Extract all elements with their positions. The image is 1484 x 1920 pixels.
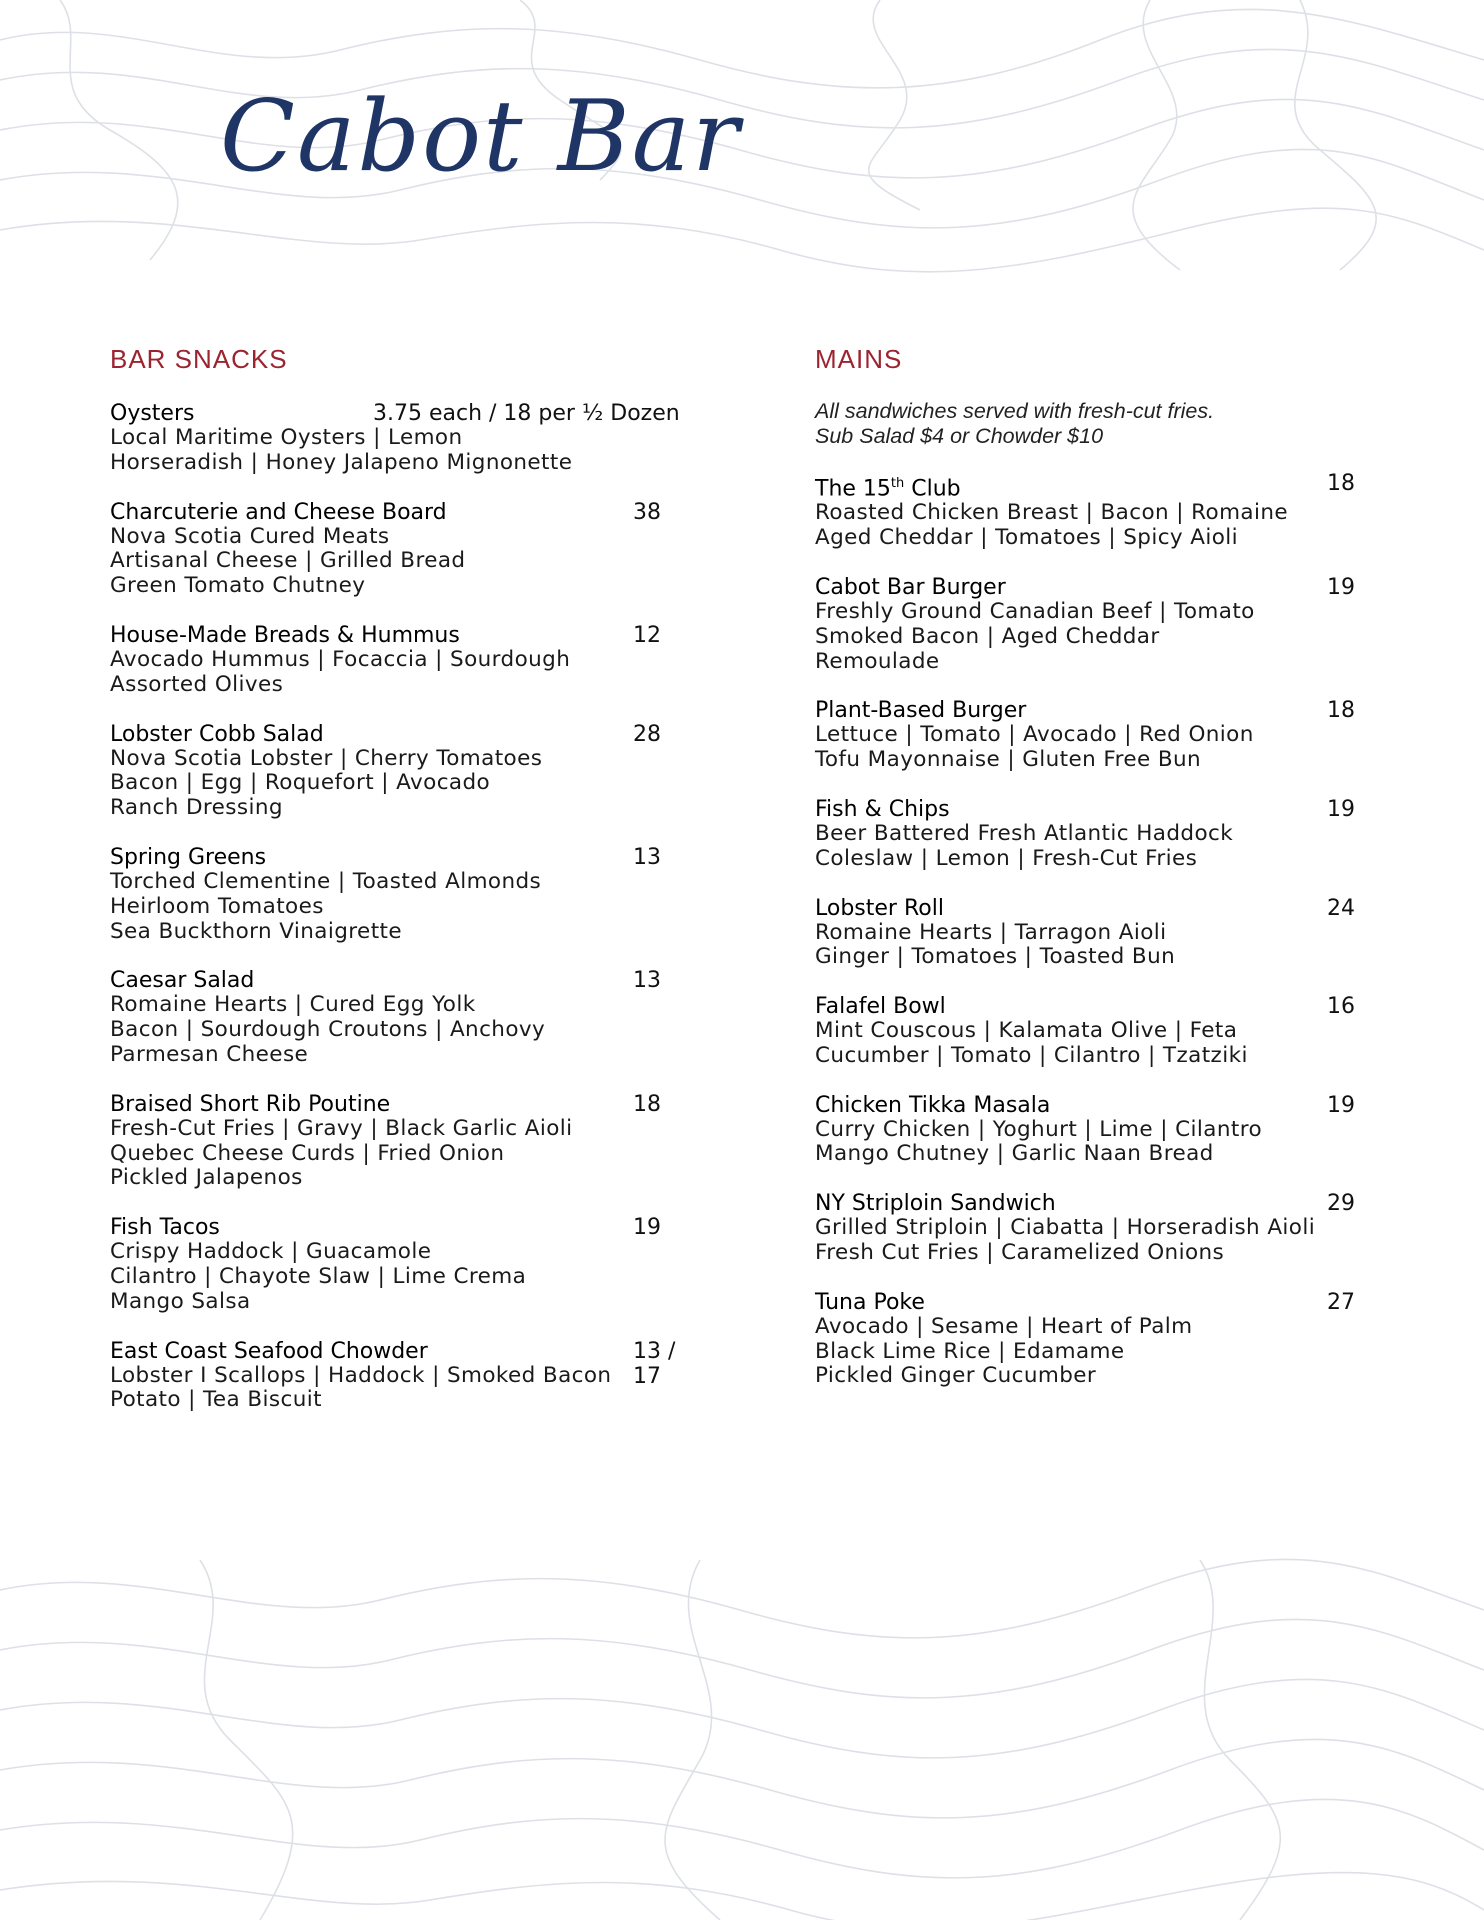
item-desc-line: Beer Battered Fresh Atlantic Haddock: [815, 820, 1234, 846]
item-desc-line: Fresh Cut Fries | Caramelized Onions: [815, 1240, 1225, 1266]
mains-note-line: All sandwiches served with fresh-cut fries.: [815, 399, 1215, 423]
item-desc-line: Pickled Ginger Cucumber: [815, 1363, 1097, 1389]
menu-item-falafel-bowl: [815, 994, 1365, 1069]
item-price: 29: [1327, 1191, 1355, 1217]
item-desc-line: Heirloom Tomatoes: [110, 893, 324, 919]
menu-item-plant-based-burger: [815, 698, 1365, 773]
item-name: Oysters: [110, 401, 195, 426]
item-desc-line: Ginger | Tomatoes | Toasted Bun: [815, 944, 1176, 970]
section-title-bar-snacks: BAR SNACKS: [110, 344, 288, 374]
menu-item-ny-striploin: [815, 1191, 1365, 1266]
menu-item-short-rib-poutine: [110, 1092, 710, 1191]
item-name: Caesar Salad: [110, 968, 255, 994]
item-name: NY Striploin Sandwich: [815, 1191, 1056, 1217]
mains-note: [815, 399, 1365, 449]
item-name: Plant-Based Burger: [815, 698, 1027, 724]
item-desc-line: Lettuce | Tomato | Avocado | Red Onion: [815, 722, 1254, 748]
menu-item-charcuterie: [110, 500, 710, 599]
item-name: Lobster Roll: [815, 895, 944, 921]
menu-item-lobster-roll: [815, 896, 1365, 971]
item-desc-line: Smoked Bacon | Aged Cheddar: [815, 623, 1160, 649]
item-desc-line: Cucumber | Tomato | Cilantro | Tzatziki: [815, 1042, 1248, 1068]
mains-section: [815, 344, 1365, 1413]
item-desc-line: Remoulade: [815, 648, 940, 674]
item-desc-line: Artisanal Cheese | Grilled Bread: [110, 548, 466, 574]
menu-item-caesar-salad: [110, 968, 710, 1067]
item-name: The 15th Club: [815, 476, 961, 502]
item-desc-line: Romaine Hearts | Cured Egg Yolk: [110, 992, 476, 1018]
item-desc-line: Avocado | Sesame | Heart of Palm: [815, 1313, 1193, 1339]
item-name: Charcuterie and Cheese Board: [110, 499, 447, 525]
item-price: 19: [633, 1215, 661, 1241]
menu-item-fish-tacos: [110, 1215, 710, 1314]
menu-item-chicken-tikka-masala: [815, 1093, 1365, 1168]
item-desc-line: Crispy Haddock | Guacamole: [110, 1239, 432, 1265]
item-desc-line: Tofu Mayonnaise | Gluten Free Bun: [815, 747, 1202, 773]
item-desc-line: Cilantro | Chayote Slaw | Lime Crema: [110, 1263, 527, 1289]
item-price: 19: [1327, 1092, 1355, 1118]
item-name: House-Made Breads & Hummus: [110, 622, 460, 648]
item-desc-line: Freshly Ground Canadian Beef | Tomato: [815, 598, 1255, 624]
item-price: 16: [1327, 994, 1355, 1020]
item-price: 18: [633, 1091, 661, 1117]
item-desc-line: Nova Scotia Cured Meats: [110, 523, 390, 549]
logo-text: Cabot Bar: [220, 80, 741, 194]
item-desc-line: Curry Chicken | Yoghurt | Lime | Cilantro: [815, 1116, 1263, 1142]
item-desc-line: Nova Scotia Lobster | Cherry Tomatoes: [110, 745, 543, 771]
item-desc-line: Parmesan Cheese: [110, 1041, 309, 1067]
menu-item-15th-club: [815, 471, 1365, 551]
bar-snacks-section: [110, 344, 710, 1437]
item-desc-line: Quebec Cheese Curds | Fried Onion: [110, 1140, 505, 1166]
item-price: 38: [633, 499, 661, 525]
item-desc-line: Horseradish | Honey Jalapeno Mignonette: [110, 449, 573, 475]
item-price: 13: [633, 844, 661, 870]
menu-item-fish-chips: [815, 797, 1365, 872]
section-title-mains: MAINS: [815, 344, 903, 374]
item-price: 19: [1327, 796, 1355, 822]
item-price: 19: [1327, 574, 1355, 600]
menu-item-tuna-poke: [815, 1290, 1365, 1389]
item-name: Braised Short Rib Poutine: [110, 1091, 391, 1117]
item-desc-line: Potato | Tea Biscuit: [110, 1387, 322, 1413]
item-desc-line: Bacon | Egg | Roquefort | Avocado: [110, 770, 491, 796]
item-desc-line: Roasted Chicken Breast | Bacon | Romaine: [815, 500, 1289, 526]
item-price: 13 / 17: [633, 1338, 676, 1389]
menu-item-breads-hummus: [110, 623, 710, 698]
item-desc-line: Pickled Jalapenos: [110, 1165, 303, 1191]
item-name: Spring Greens: [110, 844, 267, 870]
item-desc-line: Sea Buckthorn Vinaigrette: [110, 918, 402, 944]
item-name: Chicken Tikka Masala: [815, 1092, 1051, 1118]
item-price: 3.75 each / 18 per ½ Dozen: [373, 401, 680, 426]
menu-item-lobster-cobb: [110, 722, 710, 821]
item-desc-line: Mango Chutney | Garlic Naan Bread: [815, 1141, 1214, 1167]
item-price: 13: [633, 968, 661, 994]
item-desc-line: Lobster I Scallops | Haddock | Smoked Bacon: [110, 1362, 612, 1388]
item-desc-line: Aged Cheddar | Tomatoes | Spicy Aioli: [815, 525, 1239, 551]
mains-note-line: Sub Salad $4 or Chowder $10: [815, 424, 1104, 448]
menu-item-spring-greens: [110, 845, 710, 944]
item-name: Cabot Bar Burger: [815, 574, 1006, 600]
menu-item-seafood-chowder: [110, 1339, 710, 1414]
item-name: Tuna Poke: [815, 1289, 925, 1315]
item-price: 12: [633, 622, 661, 648]
item-desc-line: Green Tomato Chutney: [110, 573, 366, 599]
item-desc-line: Mango Salsa: [110, 1288, 251, 1314]
item-name: East Coast Seafood Chowder: [110, 1338, 428, 1364]
topographic-background-bottom: [0, 1560, 1484, 1920]
item-desc-line: Fresh-Cut Fries | Gravy | Black Garlic Aioli: [110, 1115, 573, 1141]
item-name: Fish Tacos: [110, 1215, 220, 1241]
item-price: 27: [1327, 1289, 1355, 1315]
menu-item-oysters: [110, 401, 710, 476]
item-desc-line: Coleslaw | Lemon | Fresh-Cut Fries: [815, 845, 1198, 871]
item-desc-line: Ranch Dressing: [110, 795, 283, 821]
item-desc-line: Assorted Olives: [110, 671, 284, 697]
item-desc-line: Bacon | Sourdough Croutons | Anchovy: [110, 1017, 546, 1043]
cabot-bar-logo: [215, 70, 741, 200]
item-price: 28: [633, 721, 661, 747]
item-price: 24: [1327, 895, 1355, 921]
item-desc-line: Mint Couscous | Kalamata Olive | Feta: [815, 1018, 1238, 1044]
item-desc-line: Black Lime Rice | Edamame: [815, 1338, 1125, 1364]
item-desc-line: Romaine Hearts | Tarragon Aioli: [815, 919, 1167, 945]
item-name: Falafel Bowl: [815, 994, 946, 1020]
item-desc-line: Torched Clementine | Toasted Almonds: [110, 868, 542, 894]
item-desc-line: Grilled Striploin | Ciabatta | Horseradish Aioli: [815, 1215, 1316, 1241]
item-name: Lobster Cobb Salad: [110, 721, 324, 747]
item-price: 18: [1327, 471, 1355, 496]
item-price: 18: [1327, 698, 1355, 724]
item-desc-line: Local Maritime Oysters | Lemon: [110, 425, 463, 450]
menu-item-cabot-bar-burger: [815, 575, 1365, 674]
item-name: Fish & Chips: [815, 796, 950, 822]
item-desc-line: Avocado Hummus | Focaccia | Sourdough: [110, 646, 571, 672]
